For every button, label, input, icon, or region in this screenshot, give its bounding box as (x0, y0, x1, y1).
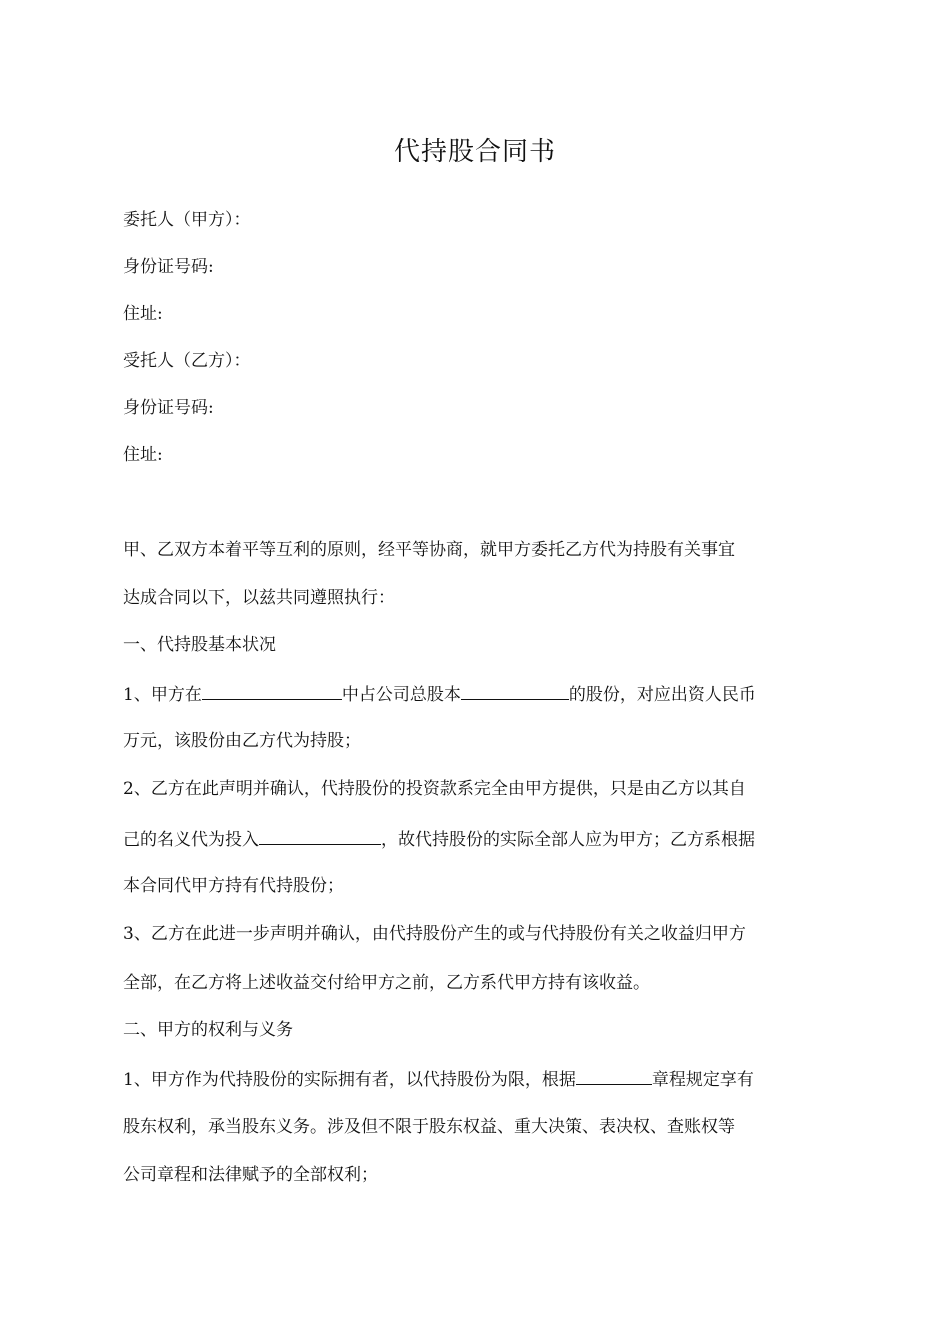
articles-company-blank[interactable] (576, 1066, 652, 1085)
principal-label: 委托人（甲方）： (123, 210, 251, 230)
document-title: 代持股合同书 (393, 137, 556, 167)
agent-label: 受托人（乙方）： (123, 351, 251, 371)
item-2-text-b: ，故代持股份的实际全部人应为甲方；乙方系根据 (381, 830, 755, 850)
intro-line-2: 达成合同以下，以兹共同遵照执行： (123, 588, 395, 608)
intro-line-1: 甲、乙双方本着平等互利的原则，经平等协商，就甲方委托乙方代为持股有关事宜 (123, 540, 735, 560)
section-1-heading: 一、代持股基本状况 (123, 635, 276, 655)
agent-address-label: 住址: (123, 445, 163, 465)
item-1-text-a: 1、甲方在 (123, 685, 202, 705)
share-percentage-blank[interactable] (461, 681, 569, 700)
section-2-item-1-line-1 (123, 1066, 833, 1092)
principal-id-label: 身份证号码: (123, 257, 214, 277)
section-2-item-1-text-b: 章程规定享有 (651, 1070, 754, 1090)
item-1-text-b: 中占公司总股本 (341, 685, 461, 705)
company-name-blank[interactable] (202, 681, 342, 700)
section-1-item-2-line-2 (123, 826, 833, 852)
principal-address-label: 住址: (123, 304, 163, 324)
section-1-item-2-line-1: 2、乙方在此声明并确认，代持股份的投资款系完全由甲方提供，只是由乙方以其自 (123, 779, 746, 799)
section-1-item-3-line-2: 全部，在乙方将上述收益交付给甲方之前，乙方系代甲方持有该收益。 (123, 973, 650, 993)
section-1-item-2-line-3: 本合同代甲方持有代持股份； (123, 876, 344, 896)
section-2-heading: 二、甲方的权利与义务 (123, 1020, 293, 1040)
section-1-item-1-line-1 (123, 681, 833, 707)
section-1-item-1-line-2: 万元，该股份由乙方代为持股； (123, 731, 361, 751)
section-1-item-3-line-1: 3、乙方在此进一步声明并确认，由代持股份产生的或与代持股份有关之收益归甲方 (123, 924, 746, 944)
agent-id-label: 身份证号码: (123, 398, 214, 418)
item-1-text-c: 的股份，对应出资人民币 (568, 685, 756, 705)
item-2-text-a: 己的名义代为投入 (123, 830, 259, 850)
section-2-item-1-line-3: 公司章程和法律赋予的全部权利； (123, 1165, 378, 1185)
investment-target-blank[interactable] (259, 826, 381, 845)
section-2-item-1-text-a: 1、甲方作为代持股份的实际拥有者，以代持股份为限，根据 (123, 1070, 576, 1090)
section-2-item-1-line-2: 股东权利，承当股东义务。涉及但不限于股东权益、重大决策、表决权、查账权等 (123, 1117, 735, 1137)
